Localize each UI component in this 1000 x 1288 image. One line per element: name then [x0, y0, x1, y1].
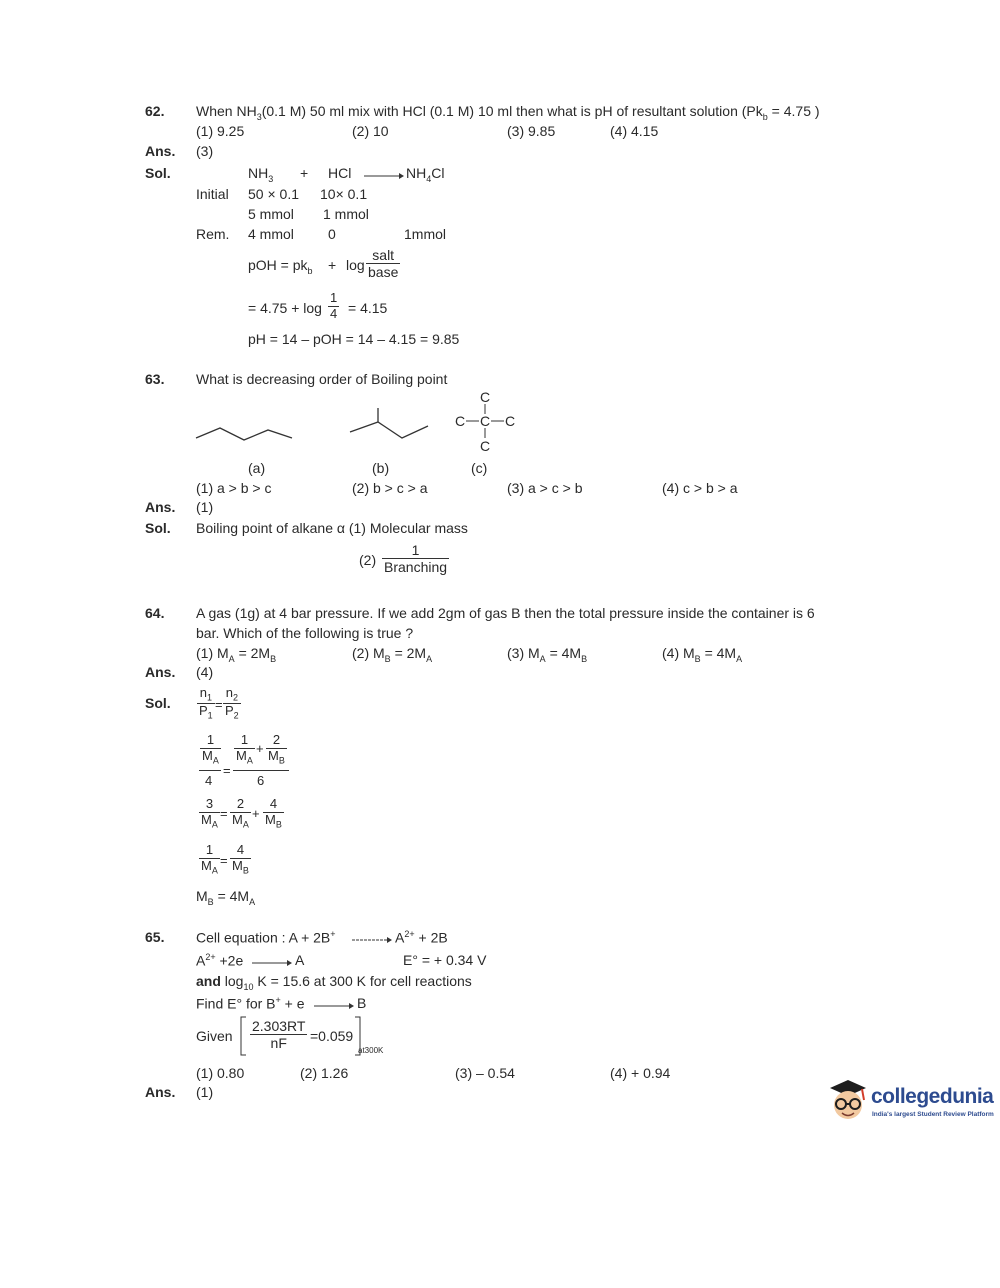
q62-number: 62. [145, 103, 165, 119]
q65-half-lhs: $A^{2+} +2e$ [196, 952, 244, 969]
q65-ans-label: Ans. [145, 1084, 176, 1100]
q62-plus: + [300, 165, 309, 181]
brand-tagline: India's largest Student Review Platform [872, 1111, 994, 1118]
q62-mmol-b: 1 mmol [323, 206, 369, 222]
q62-option-3: (3) 9.85 [507, 123, 556, 139]
q64-f2-a: $\frac{1}{M_A}$ [202, 732, 219, 766]
q62-step2-a: = 4.75 + log [248, 300, 322, 316]
q64-question-line2: bar. Which of the following is true ? [196, 625, 414, 641]
q65-cell-eq-rhs: $A^{2+} + 2B$ [395, 929, 448, 946]
q63-sol-line1: Boiling point of alkane α (1) Molecular mass [196, 520, 468, 536]
q62-initial-a: 50 × 0.1 [248, 186, 299, 202]
q62-option-2: (2) 10 [352, 123, 389, 139]
q64-question-line1: A gas (1g) at 4 bar pressure. If we add 2gm of gas B then the total pressure inside the container is 6 [196, 605, 815, 621]
q64-f1-right: $\frac{n_2}{P_2}$ [225, 685, 239, 721]
reaction-arrow-icon [364, 172, 404, 180]
find-arrow-icon [314, 1002, 354, 1010]
q65-cell-eq-lhs: Cell equation : A + 2B+ [196, 929, 336, 946]
struct-c-top: C [480, 389, 491, 405]
q65-number: 65. [145, 929, 165, 945]
struct-label-b: (b) [372, 460, 390, 476]
q64-f2-c: $\frac{2}{M_B}$ [268, 732, 285, 766]
q64-option-4: (4) $M_B = 4M_A$ [662, 645, 743, 664]
q62-mmol-a: 5 mmol [248, 206, 294, 222]
q62-rem-b: 0 [328, 226, 336, 242]
q64-f3-a: $\frac{3}{M_A}$ [201, 796, 218, 830]
struct-c-bottom: C [480, 438, 491, 454]
q65-find: Find E° for B+ + e [196, 995, 305, 1012]
q65-find-b: B [357, 995, 367, 1011]
cell-arrow-icon [352, 936, 392, 944]
q64-number: 64. [145, 605, 165, 621]
q64-f3-plus: + [252, 806, 260, 821]
q64-option-3: (3) $M_A = 4M_B$ [507, 645, 588, 664]
q64-f3-eq: = [220, 806, 228, 821]
q65-option-1: (1) 0.80 [196, 1065, 245, 1081]
q64-f4-eq: = [220, 853, 228, 868]
q62-reactant-hcl: HCl [328, 165, 352, 181]
structure-a-icon [196, 424, 296, 444]
q64-answer: (4) [196, 664, 214, 680]
q62-rem-label: Rem. [196, 226, 230, 242]
q65-given-label: Given [196, 1028, 233, 1044]
q64-f3-b: $\frac{2}{M_A}$ [232, 796, 249, 830]
q62-reactant-nh3: $NH_3$ [248, 165, 274, 184]
q64-f1-left: $\frac{n_1}{P_1}$ [199, 685, 213, 721]
q65-given-value: =0.059 [310, 1028, 354, 1044]
q62-sol-label: Sol. [145, 165, 171, 181]
q62-ph-result: pH = 14 – pOH = 14 – 4.15 = 9.85 [248, 331, 460, 347]
q62-poh-plus: + [328, 257, 337, 273]
q64-ans-label: Ans. [145, 664, 176, 680]
q63-sol-label: Sol. [145, 520, 171, 536]
q65-given-sub: at300K [358, 1046, 384, 1055]
struct-label-a: (a) [248, 460, 266, 476]
brand-name: collegedunia [871, 1085, 994, 1108]
q65-option-2: (2) 1.26 [300, 1065, 349, 1081]
q65-answer: (1) [196, 1084, 214, 1100]
q63-sol-prefix: (2) [359, 552, 377, 568]
q64-option-1: (1) $M_A = 2M_B$ [196, 645, 277, 664]
q65-andlog: and $\log_{10} K = 15.6$ at 300 K for cell reactions [196, 973, 472, 992]
q63-option-3: (3) a > c > b [507, 480, 583, 496]
q62-rem-a: 4 mmol [248, 226, 294, 242]
q64-f1-eq: = [215, 697, 223, 712]
q62-initial-label: Initial [196, 186, 229, 202]
q63-answer: (1) [196, 499, 214, 515]
q64-f2-plus: + [256, 741, 264, 756]
structure-c-bonds-icon [455, 400, 515, 442]
q62-option-4: (4) 4.15 [610, 123, 659, 139]
q63-option-4: (4) c > b > a [662, 480, 738, 496]
q63-branching-fraction: 1 Branching [384, 542, 448, 576]
q65-half-rhs: A [295, 952, 305, 968]
collegedunia-mascot-icon [826, 1076, 870, 1126]
q64-f3-c: $\frac{4}{M_B}$ [265, 796, 282, 830]
q63-question: What is decreasing order of Boiling point [196, 371, 448, 387]
q64-final: $M_B = 4M_A$ [196, 888, 256, 907]
q62-question: When $NH_3(0.1$ M) 50 ml mix with HCl (0.1 M) 10 ml then what is pH of resultant solution ($Pk_b = 4.75$ ) [196, 103, 820, 122]
q65-given-fraction: $\frac{2.303RT}{nF}$ [252, 1018, 306, 1052]
q62-option-1: (1) 9.25 [196, 123, 245, 139]
struct-label-c: (c) [471, 460, 488, 476]
q63-number: 63. [145, 371, 165, 387]
q62-poh-log: log [346, 257, 365, 273]
q62-ans-label: Ans. [145, 143, 176, 159]
q64-f2-six: 6 [257, 773, 265, 788]
left-bracket-icon [240, 1016, 246, 1056]
q62-salt-base-fraction: salt base [368, 247, 399, 281]
q62-product: $NH_4Cl$ [406, 165, 445, 184]
q64-f2-four: 4 [205, 773, 213, 788]
q64-f4-a: $\frac{1}{M_A}$ [201, 842, 218, 876]
q62-answer: (3) [196, 143, 214, 159]
q63-option-1: (1) a > b > c [196, 480, 272, 496]
q62-poh-lhs: pOH = $pk_b$ [248, 257, 313, 276]
q62-quarter-fraction: $\frac{1}{4}$ [330, 290, 338, 321]
q64-option-2: (2) $M_B = 2M_A$ [352, 645, 433, 664]
q62-step2-b: = 4.15 [348, 300, 388, 316]
q65-option-3: (3) – 0.54 [455, 1065, 515, 1081]
q65-option-4: (4) + 0.94 [610, 1065, 671, 1081]
struct-c-right: C [505, 413, 516, 429]
q64-sol-label: Sol. [145, 695, 171, 711]
q64-f2-eq: = [223, 763, 231, 778]
q62-initial-b: 10× 0.1 [320, 186, 368, 202]
q64-f2-left-bar [199, 770, 221, 771]
struct-c-left: C [455, 413, 466, 429]
struct-c-center: C [480, 413, 491, 429]
q65-half-e0: E° = + 0.34 V [403, 952, 487, 968]
structure-b-icon [350, 408, 430, 444]
q64-f4-b: $\frac{4}{M_B}$ [232, 842, 249, 876]
q62-rem-c: 1mmol [404, 226, 447, 242]
q63-ans-label: Ans. [145, 499, 176, 515]
q64-f2-b: $\frac{1}{M_A}$ [236, 732, 253, 766]
q63-option-2: (2) b > c > a [352, 480, 428, 496]
half-arrow-icon [252, 959, 292, 967]
q64-f2-right-bar [233, 770, 289, 771]
